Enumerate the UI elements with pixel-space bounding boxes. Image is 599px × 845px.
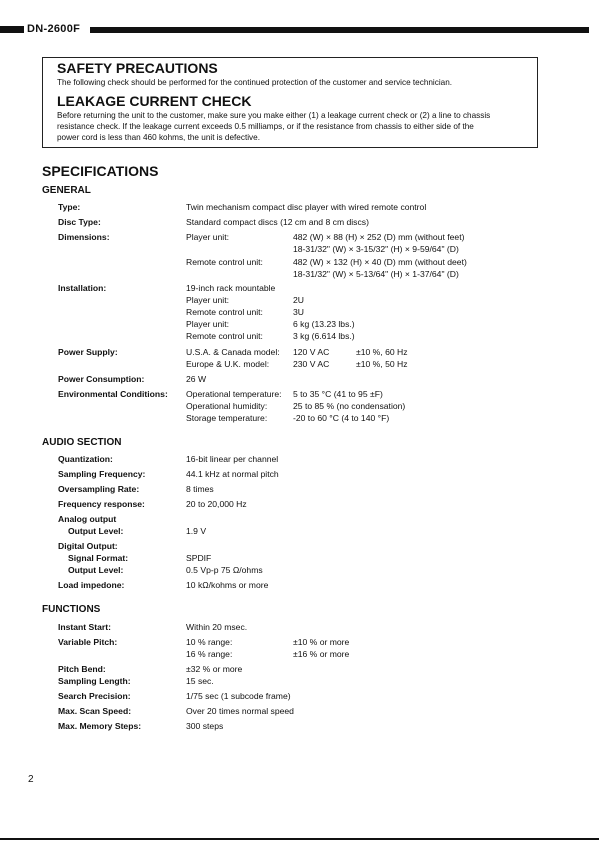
spec-value-frequency-response: 20 to 20,000 Hz [186,499,247,509]
functions-title: FUNCTIONS [42,604,101,615]
var-pitch-10-label: 10 % range: [186,637,233,647]
dim-player-imperial: 18-31/32" (W) × 3-15/32" (H) × 9-59/64" (D) [293,244,459,254]
leakage-line-2: resistance check. If the leakage current exceeds 0.5 milliamps, or if the resistance from chassis to either side of the [57,122,474,131]
spec-label-power-consumption: Power Consumption: [58,374,145,384]
spec-value-disc-type: Standard compact discs (12 cm and 8 cm discs) [186,217,369,227]
header-bar-left [0,26,24,33]
spec-value-max-memory-steps: 300 steps [186,721,224,731]
env-op-humidity-value: 25 to 85 % (no condensation) [293,401,406,411]
var-pitch-16-label: 16 % range: [186,649,233,659]
spec-value-sampling-length: 15 sec. [186,676,214,686]
inst-remote-label: Remote control unit: [186,307,263,317]
spec-label-max-scan-speed: Max. Scan Speed: [58,706,132,716]
spec-label-max-memory-steps: Max. Memory Steps: [58,721,142,731]
spec-label-search-precision: Search Precision: [58,691,131,701]
ps-us-label: U.S.A. & Canada model: [186,347,280,357]
spec-value-instant-start: Within 20 msec. [186,622,248,632]
inst-remote-value: 3U [293,307,304,317]
spec-value-load-impedance: 10 kΩ/kohms or more [186,580,269,590]
spec-label-dimensions: Dimensions: [58,232,110,242]
audio-section-title: AUDIO SECTION [42,437,122,448]
inst-remote-weight-value: 3 kg (6.614 lbs.) [293,331,355,341]
spec-label-sampling-length: Sampling Length: [58,676,131,686]
spec-label-type: Type: [58,202,81,212]
dim-remote-label: Remote control unit: [186,257,263,267]
spec-label-sampling-frequency: Sampling Frequency: [58,469,146,479]
spec-value-max-scan-speed: Over 20 times normal speed [186,706,294,716]
var-pitch-10-value: ±10 % or more [293,637,350,647]
spec-label-pitch-bend: Pitch Bend: [58,664,106,674]
spec-label-environmental: Environmental Conditions: [58,389,168,399]
spec-label-digital-output-level: Output Level: [68,565,124,575]
spec-value-digital-output-level: 0.5 Vp-p 75 Ω/ohms [186,565,263,575]
leakage-line-1: Before returning the unit to the customer, make sure you make either (1) a leakage current check or (2) a line to chassis [57,111,491,120]
spec-label-signal-format: Signal Format: [68,553,129,563]
dim-remote-metric: 482 (W) × 132 (H) × 40 (D) mm (without deet) [293,257,467,267]
inst-remote-weight-label: Remote control unit: [186,331,263,341]
env-op-temp-label: Operational temperature: [186,389,282,399]
spec-label-instant-start: Instant Start: [58,622,111,632]
spec-label-installation: Installation: [58,283,107,293]
specifications-title: SPECIFICATIONS [42,163,159,179]
spec-value-type: Twin mechanism compact disc player with wired remote control [186,202,427,212]
inst-rack: 19-inch rack mountable [186,283,276,293]
spec-value-pitch-bend: ±32 % or more [186,664,243,674]
spec-label-load-impedance: Load impedone: [58,580,125,590]
env-op-humidity-label: Operational humidity: [186,401,268,411]
spec-value-power-consumption: 26 W [186,374,207,384]
spec-label-power-supply: Power Supply: [58,347,118,357]
ps-us-voltage: 120 V AC [293,347,330,357]
spec-label-variable-pitch: Variable Pitch: [58,637,118,647]
ps-us-tolerance: ±10 %, 60 Hz [356,347,408,357]
spec-label-frequency-response: Frequency response: [58,499,145,509]
inst-player-value: 2U [293,295,304,305]
ps-eu-tolerance: ±10 %, 50 Hz [356,359,408,369]
spec-value-search-precision: 1/75 sec (1 subcode frame) [186,691,291,701]
header-rule [90,27,589,33]
spec-label-analog-output-level: Output Level: [68,526,124,536]
spec-value-sampling-frequency: 44.1 kHz at normal pitch [186,469,279,479]
ps-eu-voltage: 230 V AC [293,359,330,369]
spec-value-oversampling: 8 times [186,484,214,494]
spec-label-quantization: Quantization: [58,454,113,464]
safety-title: SAFETY PRECAUTIONS [57,60,218,76]
general-title: GENERAL [42,185,91,196]
spec-value-signal-format: SPDIF [186,553,212,563]
spec-label-disc-type: Disc Type: [58,217,101,227]
spec-label-oversampling: Oversampling Rate: [58,484,140,494]
env-storage-temp-value: -20 to 60 °C (4 to 140 °F) [293,413,390,423]
inst-player-weight-label: Player unit: [186,319,229,329]
inst-player-label: Player unit: [186,295,229,305]
dim-player-metric: 482 (W) × 88 (H) × 252 (D) mm (without feet) [293,232,465,242]
dim-remote-imperial: 18-31/32" (W) × 5-13/64" (H) × 1-37/64" (D) [293,269,459,279]
spec-value-analog-output-level: 1.9 V [186,526,207,536]
spec-value-quantization: 16-bit linear per channel [186,454,279,464]
footer-rule [0,838,599,840]
dim-player-label: Player unit: [186,232,229,242]
var-pitch-16-value: ±16 % or more [293,649,350,659]
safety-text: The following check should be performed for the continued protection of the customer and service technician. [57,78,453,87]
page-number: 2 [28,774,34,785]
spec-label-digital-output: Digital Output: [58,541,118,551]
model-name: DN-2600F [27,23,81,35]
env-op-temp-value: 5 to 35 °C (41 to 95 ±F) [293,389,383,399]
spec-label-analog-output: Analog output [58,514,117,524]
env-storage-temp-label: Storage temperature: [186,413,268,423]
ps-eu-label: Europe & U.K. model: [186,359,270,369]
leakage-title: LEAKAGE CURRENT CHECK [57,93,252,109]
inst-player-weight-value: 6 kg (13.23 lbs.) [293,319,355,329]
leakage-line-3: power cord is less than 460 kohms, the unit is defective. [57,133,260,142]
